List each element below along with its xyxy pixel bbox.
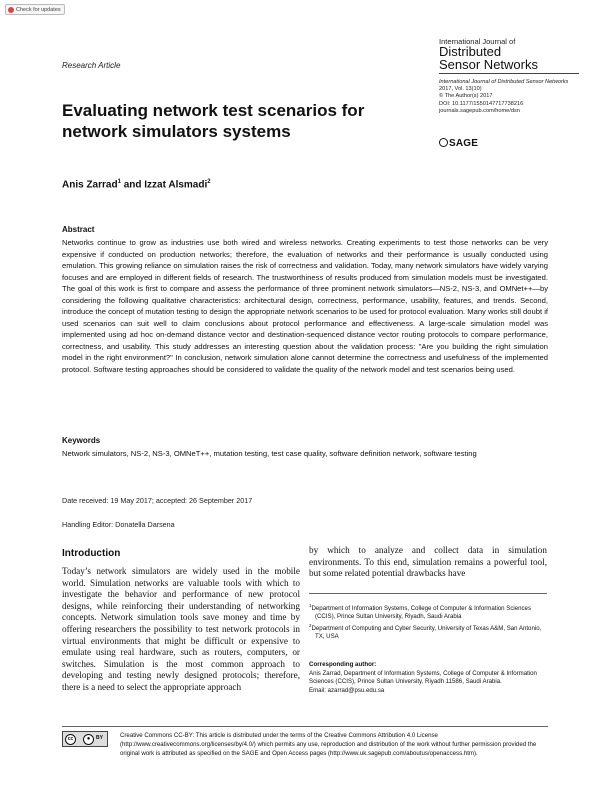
author-list bbox=[62, 179, 211, 190]
handling-editor: Handling Editor: Donatella Darsena bbox=[62, 520, 175, 529]
publisher-name: SAGE bbox=[449, 138, 479, 149]
affiliation-2-mark: 2 bbox=[309, 622, 312, 628]
journal-meta-copyright: © The Author(s) 2017 bbox=[439, 93, 493, 100]
journal-meta-name: International Journal of Distributed Sensor Networks bbox=[439, 79, 569, 85]
affiliation-2 bbox=[309, 622, 547, 642]
license-divider bbox=[62, 726, 548, 727]
author-separator: and bbox=[120, 179, 145, 191]
affiliation-2-text: Department of Computing and Cyber Security, University of Texas A&M, San Antonio, TX, USA bbox=[311, 624, 542, 641]
affiliations bbox=[309, 602, 547, 642]
paper-title: Evaluating network test scenarios for network simulators systems bbox=[62, 101, 365, 141]
dates-line: Date received: 19 May 2017; accepted: 26 September 2017 bbox=[62, 496, 253, 505]
corresponding-author-email[interactable]: Email: azarrad@psu.edu.sa bbox=[309, 686, 385, 694]
person-icon: ● bbox=[83, 734, 94, 745]
corresponding-author-heading: Corresponding author: bbox=[309, 661, 377, 668]
journal-line-1: International Journal of bbox=[439, 37, 516, 46]
author-1-affiliation-mark: 1 bbox=[117, 179, 121, 185]
affiliation-1 bbox=[309, 602, 547, 622]
journal-line-3: Sensor Networks bbox=[439, 56, 538, 72]
author-2: Izzat Alsmadi bbox=[144, 179, 208, 191]
journal-meta-doi[interactable]: DOI: 10.1177/1550147717738216 bbox=[439, 100, 524, 107]
publisher-logo bbox=[439, 138, 478, 149]
journal-line-2: Distributed bbox=[439, 44, 502, 59]
license-text bbox=[62, 731, 548, 759]
journal-logo bbox=[439, 37, 579, 71]
introduction-column-1: Today’s network simulators are widely used in the mobile world. Simulation networks are valuable tools with which to investigate the behavior and performance of new protocol designs, while reinforcing their understanding of networking concepts. Network simulation tools save money and time by offering researchers the possibility to test network protocols in virtual environments that might be difficult or expensive to emulate using real hardware, such as routers, computers, or switches. Simulation is the most common approach to developing and testing newly designed protocols; therefore, there is a need to select the appropriate approach bbox=[62, 566, 300, 692]
introduction-column-2: by which to analyze and collect data in simulation environments. To this end, simulation remains a powerful tool, but some related potential drawbacks have bbox=[309, 545, 547, 579]
abstract-heading: Abstract bbox=[62, 225, 95, 234]
corresponding-author bbox=[309, 670, 547, 695]
article-type: Research Article bbox=[62, 61, 121, 70]
affiliation-1-text: Department of Information Systems, College of Computer & Information Sciences (CCIS), Prince Sultan University, Riyadh, Saudi Arabia bbox=[311, 605, 531, 621]
journal-meta bbox=[439, 79, 579, 115]
corresponding-author-text: Anis Zarrad, Department of Information Systems, College of Computer & Information Sciences (CCIS), Prince Sultan University, Riyadh 11586, Saudi Arabia. bbox=[309, 670, 537, 686]
keywords-text: Network simulators, NS-2, NS-3, OMNeT++, mutation testing, test case quality, software definition network, software testing bbox=[62, 449, 477, 458]
badge-label: Check for updates bbox=[16, 7, 61, 13]
cc-icon: cc bbox=[65, 734, 76, 745]
introduction-heading: Introduction bbox=[62, 548, 121, 559]
author-1: Anis Zarrad bbox=[62, 179, 118, 191]
by-label: BY bbox=[96, 735, 103, 741]
footnote-divider bbox=[309, 593, 547, 594]
journal-meta-volume: 2017, Vol. 13(10) bbox=[439, 86, 482, 93]
check-for-updates-badge[interactable] bbox=[5, 4, 65, 15]
keywords-heading: Keywords bbox=[62, 436, 101, 445]
affiliation-1-mark: 1 bbox=[309, 603, 312, 608]
abstract-text: Networks continue to grow as industries use both wired and wireless networks. Creating experiments to test those networks can be very expensive if conducted on production networks; therefore, the evaluation of networks and their performance is usually conducted using emulation. This growing reliance on simulation raises the risk of correctness and validation. Today, many network simulators have widely varying focuses and are employed in different fields of research. The trustworthiness of results produced from simulation models must be investigated. The goal of this work is first to compare and assess the performance of three prominent network simulators—NS-2, NS-3, and OMNet++—by considering the following qualitative characteristics: architectural design, correctness, performance, usability, features, and trends. Second, introduce the concept of mutation testing to design the appropriate network scenarios to be used for protocol evaluation. Many works still doubt if used scenarios can suit well to claim conclusions about protocol performance and effectiveness. A large-scale simulation model was implemented using ad hoc on-demand distance vector and destination-sequenced distance vector routing protocols to compare performance, correctness, and usability. This study addresses an interesting question about the validation process: "Are you building the right simulation model in the right environment?" In conclusion, network simulation alone cannot determine the correctness and usefulness of the implemented protocol. Software testing approaches should be considered to validate the quality of the network model and test scenarios being used. bbox=[62, 238, 548, 374]
author-2-affiliation-mark: 2 bbox=[207, 179, 211, 185]
journal-meta-url[interactable]: journals.sagepub.com/home/dsn bbox=[439, 107, 520, 114]
sage-logo-icon bbox=[439, 138, 448, 147]
journal-divider bbox=[439, 73, 579, 74]
update-icon bbox=[8, 7, 14, 13]
license-body: Creative Commons CC-BY: This article is distributed under the terms of the Creative Commons Attribution 4.0 License (http://www.creativecommons.org/licenses/by/4.0/) which permits any use, reproduction and distribution of the work without further permission provided the original work is attributed as specified on the SAGE and Open Access pages (http://www.uk.sagepub.com/aboutus/openaccess.htm). bbox=[120, 732, 537, 758]
